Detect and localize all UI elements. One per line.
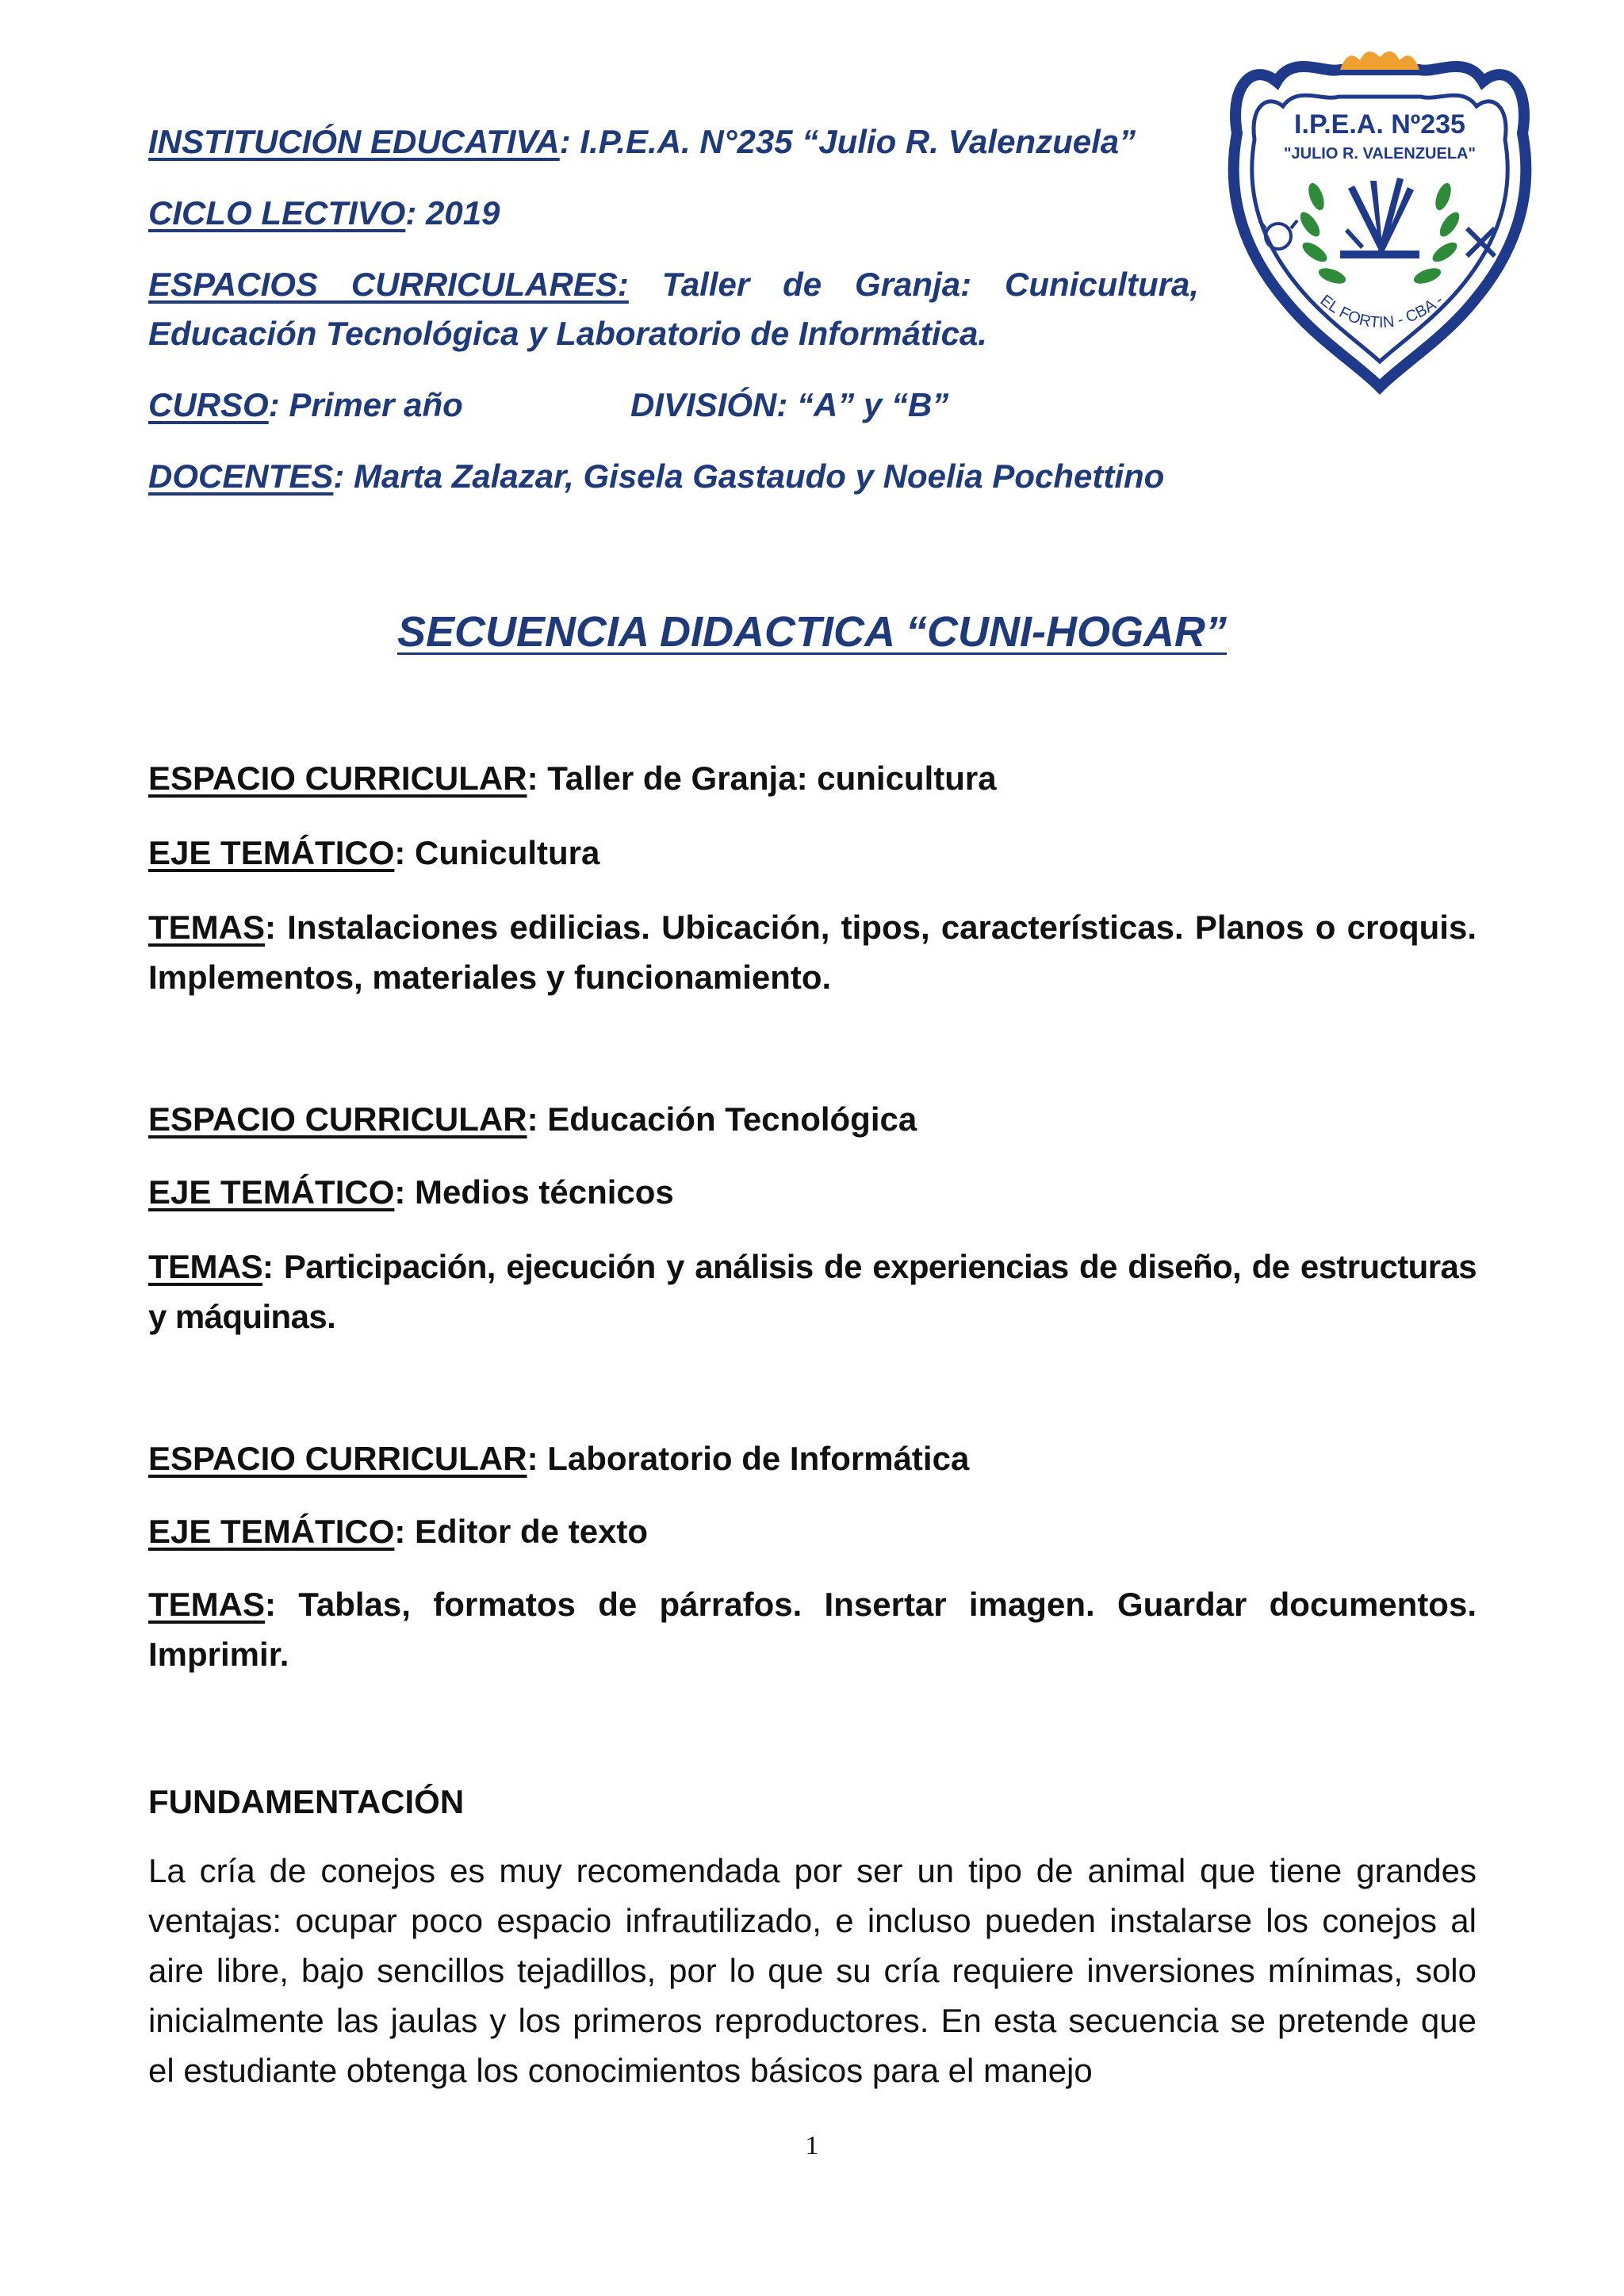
institucion-label: INSTITUCIÓN EDUCATIVA [148,123,560,160]
temas-label: TEMAS [148,1586,265,1623]
espacio-label: ESPACIO CURRICULAR [148,760,527,797]
page-number: 1 [805,2131,819,2160]
espacios-label: ESPACIOS CURRICULARES: [148,266,629,303]
section-2-espacio [148,1094,1477,1144]
division-value: DIVISIÓN: “A” y “B” [630,386,949,423]
section-2-eje [148,1167,1477,1217]
eje-label: EJE TEMÁTICO [148,1513,395,1550]
docentes-line [148,452,1496,501]
eje-label: EJE TEMÁTICO [148,1173,395,1211]
crest-title: I.P.E.A. Nº235 [1294,109,1465,140]
espacios-value: Taller de Granja: Cunicultura, Educación Tecnológica y Laboratorio de Informática. [148,266,1199,352]
fundamentacion-text: La cría de conejos es muy recomendada por ser un tipo de animal que tiene grandes ventajas: ocupar poco espacio infrautilizado, e incluso pueden instalarse los conejos al aire libre, bajo sencillos tejadillos, por lo que su cría requiere inversiones mínimas, solo inicialmente las jaulas y los primeros reproductores. En esta secuencia se pretende que el estudiante obtenga los conocimientos básicos para el manejo [148,1852,1477,2089]
ciclo-label: CICLO LECTIVO [148,194,406,232]
espacio-value: : Taller de Granja: cunicultura [527,760,997,797]
docentes-label: DOCENTES [148,457,334,495]
curso-value: : Primer año [268,386,463,423]
temas-label: TEMAS [148,1248,263,1285]
temas-value: : Participación, ejecución y análisis de experiencias de diseño, de estructuras y máquinas. [148,1248,1477,1335]
curso-label: CURSO [148,386,269,423]
section-1-espacio [148,753,1477,803]
temas-value: : Tablas, formatos de párrafos. Insertar imagen. Guardar documentos. Imprimir. [148,1586,1477,1673]
section-1-eje [148,828,1477,878]
school-crest-logo [1221,38,1538,395]
sequence-title-text: SECUENCIA DIDACTICA “CUNI-HOGAR” [397,608,1227,656]
espacio-value: : Laboratorio de Informática [527,1440,970,1477]
eje-label: EJE TEMÁTICO [148,834,395,871]
fundamentacion-heading: FUNDAMENTACIÓN [148,1783,465,1820]
espacios-line [148,260,1199,358]
eje-value: : Editor de texto [394,1513,649,1550]
section-3-eje [148,1506,1477,1556]
crest-subtitle: "JULIO R. VALENZUELA" [1284,145,1476,163]
eje-value: : Medios técnicos [394,1173,674,1211]
crest-location: EL FORTIN - CBA - [1316,291,1447,332]
espacio-label: ESPACIO CURRICULAR [148,1100,527,1138]
institucion-line [148,117,1203,166]
eje-value: : Cunicultura [394,834,600,871]
section-3-temas [148,1579,1477,1679]
temas-label: TEMAS [148,909,265,946]
section-2-temas [148,1242,1477,1341]
section-3-espacio [148,1433,1477,1483]
espacio-label: ESPACIO CURRICULAR [148,1440,527,1477]
temas-value: : Instalaciones edilicias. Ubicación, tipos, características. Planos o croquis. Implementos, materiales y funcionamiento. [148,909,1477,996]
espacio-value: : Educación Tecnológica [527,1100,917,1138]
ciclo-value: : 2019 [405,194,500,232]
division-line [630,381,1185,430]
docentes-value: : Marta Zalazar, Gisela Gastaudo y Noelia Pochettino [333,457,1165,495]
section-1-temas [148,902,1477,1002]
sequence-title [0,604,1624,660]
institucion-value: : I.P.E.A. N°235 “Julio R. Valenzuela” [559,123,1136,160]
ciclo-line [148,189,1203,238]
